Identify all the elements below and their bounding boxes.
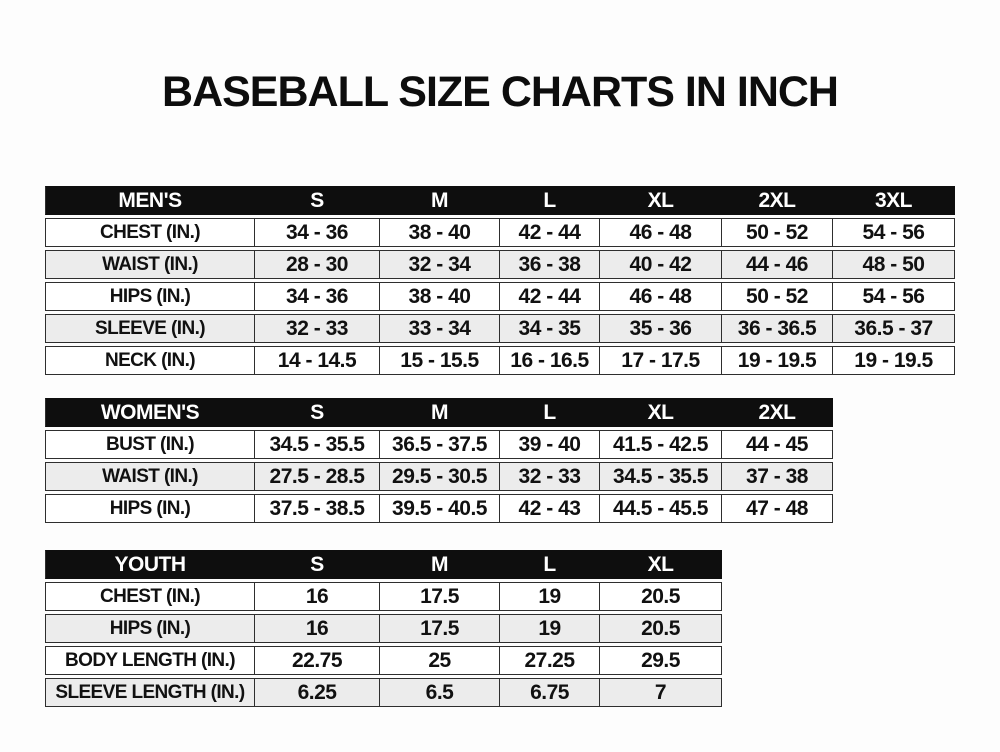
size-column-header: XL — [600, 398, 722, 427]
measurement-cell: 36 - 36.5 — [722, 314, 833, 343]
measurement-cell: 17.5 — [380, 614, 500, 643]
measurement-cell: 19 - 19.5 — [833, 346, 955, 375]
measurement-cell: 6.5 — [380, 678, 500, 707]
womens-size-table — [45, 395, 833, 526]
table-row — [45, 614, 722, 643]
measurement-cell: 37 - 38 — [722, 462, 833, 491]
row-label-cell: BODY LENGTH (IN.) — [45, 646, 255, 675]
measurement-cell: 38 - 40 — [380, 218, 500, 247]
measurement-cell: 33 - 34 — [380, 314, 500, 343]
size-column-header: S — [255, 550, 380, 579]
row-label-cell: NECK (IN.) — [45, 346, 255, 375]
size-column-header: M — [380, 398, 500, 427]
table-row — [45, 250, 955, 279]
measurement-cell: 15 - 15.5 — [380, 346, 500, 375]
measurement-cell: 42 - 44 — [500, 218, 600, 247]
measurement-cell: 16 — [255, 582, 380, 611]
measurement-cell: 44.5 - 45.5 — [600, 494, 722, 523]
measurement-cell: 22.75 — [255, 646, 380, 675]
size-tables-container — [45, 183, 955, 710]
measurement-cell: 34.5 - 35.5 — [600, 462, 722, 491]
row-label-cell: CHEST (IN.) — [45, 582, 255, 611]
measurement-cell: 48 - 50 — [833, 250, 955, 279]
measurement-cell: 19 - 19.5 — [722, 346, 833, 375]
table-row — [45, 218, 955, 247]
size-column-header: 2XL — [722, 398, 833, 427]
table-row — [45, 430, 833, 459]
measurement-cell: 7 — [600, 678, 722, 707]
measurement-cell: 39 - 40 — [500, 430, 600, 459]
measurement-cell: 46 - 48 — [600, 282, 722, 311]
row-label-cell: HIPS (IN.) — [45, 494, 255, 523]
measurement-cell: 16 - 16.5 — [500, 346, 600, 375]
size-column-header: XL — [600, 186, 722, 215]
measurement-cell: 46 - 48 — [600, 218, 722, 247]
row-label-cell: HIPS (IN.) — [45, 282, 255, 311]
measurement-cell: 32 - 34 — [380, 250, 500, 279]
table-row — [45, 314, 955, 343]
row-label-cell: SLEEVE (IN.) — [45, 314, 255, 343]
measurement-cell: 37.5 - 38.5 — [255, 494, 380, 523]
measurement-cell: 54 - 56 — [833, 282, 955, 311]
mens-size-table — [45, 183, 955, 378]
measurement-cell: 17 - 17.5 — [600, 346, 722, 375]
size-column-header: M — [380, 186, 500, 215]
measurement-cell: 44 - 46 — [722, 250, 833, 279]
measurement-cell: 32 - 33 — [500, 462, 600, 491]
measurement-cell: 44 - 45 — [722, 430, 833, 459]
row-label-cell: WAIST (IN.) — [45, 250, 255, 279]
measurement-cell: 29.5 — [600, 646, 722, 675]
table-row — [45, 678, 722, 707]
measurement-cell: 40 - 42 — [600, 250, 722, 279]
measurement-cell: 54 - 56 — [833, 218, 955, 247]
measurement-cell: 20.5 — [600, 582, 722, 611]
size-column-header: S — [255, 398, 380, 427]
measurement-cell: 38 - 40 — [380, 282, 500, 311]
table-row — [45, 494, 833, 523]
row-label-cell: WAIST (IN.) — [45, 462, 255, 491]
table-row — [45, 282, 955, 311]
table-title-cell: YOUTH — [45, 550, 255, 579]
row-label-cell: SLEEVE LENGTH (IN.) — [45, 678, 255, 707]
size-column-header: L — [500, 398, 600, 427]
measurement-cell: 29.5 - 30.5 — [380, 462, 500, 491]
measurement-cell: 6.75 — [500, 678, 600, 707]
size-column-header: XL — [600, 550, 722, 579]
measurement-cell: 14 - 14.5 — [255, 346, 380, 375]
row-label-cell: BUST (IN.) — [45, 430, 255, 459]
youth-size-table — [45, 547, 722, 710]
size-column-header: M — [380, 550, 500, 579]
measurement-cell: 36.5 - 37.5 — [380, 430, 500, 459]
measurement-cell: 27.5 - 28.5 — [255, 462, 380, 491]
measurement-cell: 41.5 - 42.5 — [600, 430, 722, 459]
size-column-header: L — [500, 186, 600, 215]
measurement-cell: 36 - 38 — [500, 250, 600, 279]
measurement-cell: 50 - 52 — [722, 282, 833, 311]
measurement-cell: 34 - 35 — [500, 314, 600, 343]
measurement-cell: 25 — [380, 646, 500, 675]
measurement-cell: 16 — [255, 614, 380, 643]
size-column-header: S — [255, 186, 380, 215]
page-title: BASEBALL SIZE CHARTS IN INCH — [162, 68, 838, 116]
table-row — [45, 582, 722, 611]
measurement-cell: 35 - 36 — [600, 314, 722, 343]
size-column-header: L — [500, 550, 600, 579]
measurement-cell: 34 - 36 — [255, 218, 380, 247]
table-row — [45, 346, 955, 375]
measurement-cell: 42 - 44 — [500, 282, 600, 311]
table-title-cell: MEN'S — [45, 186, 255, 215]
row-label-cell: CHEST (IN.) — [45, 218, 255, 247]
size-column-header: 2XL — [722, 186, 833, 215]
measurement-cell: 34 - 36 — [255, 282, 380, 311]
measurement-cell: 20.5 — [600, 614, 722, 643]
table-title-cell: WOMEN'S — [45, 398, 255, 427]
measurement-cell: 39.5 - 40.5 — [380, 494, 500, 523]
measurement-cell: 6.25 — [255, 678, 380, 707]
measurement-cell: 50 - 52 — [722, 218, 833, 247]
measurement-cell: 34.5 - 35.5 — [255, 430, 380, 459]
measurement-cell: 19 — [500, 614, 600, 643]
measurement-cell: 19 — [500, 582, 600, 611]
measurement-cell: 28 - 30 — [255, 250, 380, 279]
measurement-cell: 42 - 43 — [500, 494, 600, 523]
row-label-cell: HIPS (IN.) — [45, 614, 255, 643]
table-row — [45, 462, 833, 491]
header-row — [45, 550, 722, 579]
table-row — [45, 646, 722, 675]
measurement-cell: 36.5 - 37 — [833, 314, 955, 343]
header-row — [45, 186, 955, 215]
measurement-cell: 47 - 48 — [722, 494, 833, 523]
measurement-cell: 27.25 — [500, 646, 600, 675]
header-row — [45, 398, 833, 427]
measurement-cell: 32 - 33 — [255, 314, 380, 343]
size-column-header: 3XL — [833, 186, 955, 215]
measurement-cell: 17.5 — [380, 582, 500, 611]
